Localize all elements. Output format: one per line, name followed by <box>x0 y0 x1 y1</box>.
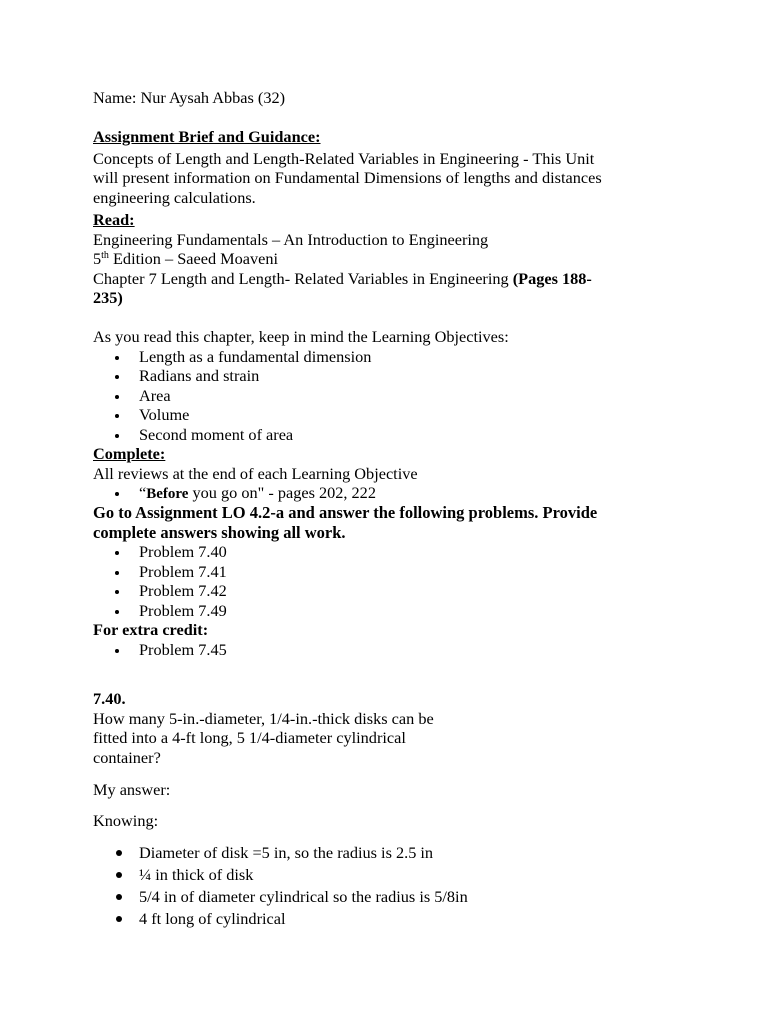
chapter-line <box>93 269 693 289</box>
complete-line: All reviews at the end of each Learning Objective <box>93 463 418 483</box>
extra-credit-list <box>93 640 693 660</box>
list-item: Radians and strain <box>93 366 693 386</box>
question-line-2: fitted into a 4-ft long, 5 1/4-diameter cylindrical <box>93 728 406 747</box>
list-item: Volume <box>93 405 693 425</box>
assignment-line-1: Go to Assignment LO 4.2-a and answer the following problems. Provide <box>93 503 598 522</box>
question-line-1: How many 5-in.-diameter, 1/4-in.-thick disks can be <box>93 708 434 728</box>
bullet-icon <box>115 492 119 496</box>
extra-credit-heading: For extra credit: <box>93 620 209 639</box>
brief-line-3: engineering calculations. <box>93 187 256 207</box>
bullet-icon <box>115 356 119 360</box>
brief-line-1: Concepts of Length and Length-Related Variables in Engineering - This Unit <box>93 148 595 168</box>
problems-list <box>93 542 713 620</box>
knowing-label: Knowing: <box>93 811 159 830</box>
complete-list <box>93 483 693 503</box>
assignment-section <box>93 503 713 620</box>
bullet-icon <box>116 894 122 900</box>
read-heading: Read: <box>93 210 135 229</box>
brief-line-2: will present information on Fundamental Dimensions of lengths and distances <box>93 168 602 187</box>
problem-number: 7.40. <box>93 689 126 708</box>
bullet-icon <box>115 590 119 594</box>
extra-credit-section <box>93 620 693 659</box>
edition-suffix: th <box>101 250 109 261</box>
facts-section <box>93 843 693 931</box>
list-item: Problem 7.49 <box>93 601 713 621</box>
edition-number: 5 <box>93 249 102 268</box>
brief-heading: Assignment Brief and Guidance: <box>93 127 321 146</box>
list-item: Area <box>93 386 693 406</box>
objectives-list <box>93 347 693 445</box>
student-name: Name: Nur Aysah Abbas (32) <box>93 88 286 107</box>
list-item: Problem 7.41 <box>93 562 713 582</box>
chapter-pages-a: (Pages 188- <box>512 268 592 288</box>
bullet-icon <box>115 649 119 653</box>
bullet-icon <box>116 916 122 922</box>
my-answer-label: My answer: <box>93 780 171 799</box>
bullet-icon <box>115 434 119 438</box>
complete-heading: Complete: <box>93 444 166 463</box>
assignment-line-2: complete answers showing all work. <box>93 522 346 542</box>
bullet-icon <box>115 571 119 575</box>
bullet-icon <box>116 850 122 856</box>
complete-section <box>93 444 693 503</box>
objectives-section <box>93 327 693 444</box>
facts-list <box>93 843 693 931</box>
bullet-icon <box>115 610 119 614</box>
edition-author: Edition – Saeed Moaveni <box>108 249 279 268</box>
list-item: Second moment of area <box>93 425 693 445</box>
chapter-title: Chapter 7 Length and Length- Related Variables in Engineering <box>93 268 513 288</box>
bullet-icon <box>115 551 119 555</box>
list-item: Problem 7.45 <box>93 640 693 660</box>
bullet-icon <box>115 414 119 418</box>
book-edition <box>93 249 693 269</box>
objectives-intro: As you read this chapter, keep in mind the Learning Objectives: <box>93 327 509 346</box>
list-item: Problem 7.40 <box>93 542 713 562</box>
assignment-brief-section <box>93 127 693 207</box>
problem-740-section <box>93 689 693 767</box>
bullet-icon <box>115 395 119 399</box>
list-item: 5/4 in of diameter cylindrical so the radius is 5/8in <box>93 887 693 909</box>
bullet-icon <box>116 872 122 878</box>
list-item: Problem 7.42 <box>93 581 713 601</box>
question-line-3: container? <box>93 747 161 767</box>
book-title: Engineering Fundamentals – An Introduction to Engineering <box>93 229 489 249</box>
list-item: “Before you go on" - pages 202, 222 <box>93 483 693 503</box>
read-section <box>93 210 693 308</box>
list-item: 4 ft long of cylindrical <box>93 909 693 931</box>
chapter-pages-b: 235) <box>93 288 123 307</box>
list-item: Diameter of disk =5 in, so the radius is 2.5 in <box>93 843 693 865</box>
list-item: Length as a fundamental dimension <box>93 347 693 367</box>
list-item: ¼ in thick of disk <box>93 865 693 887</box>
bullet-icon <box>115 375 119 379</box>
name-line <box>93 88 693 108</box>
